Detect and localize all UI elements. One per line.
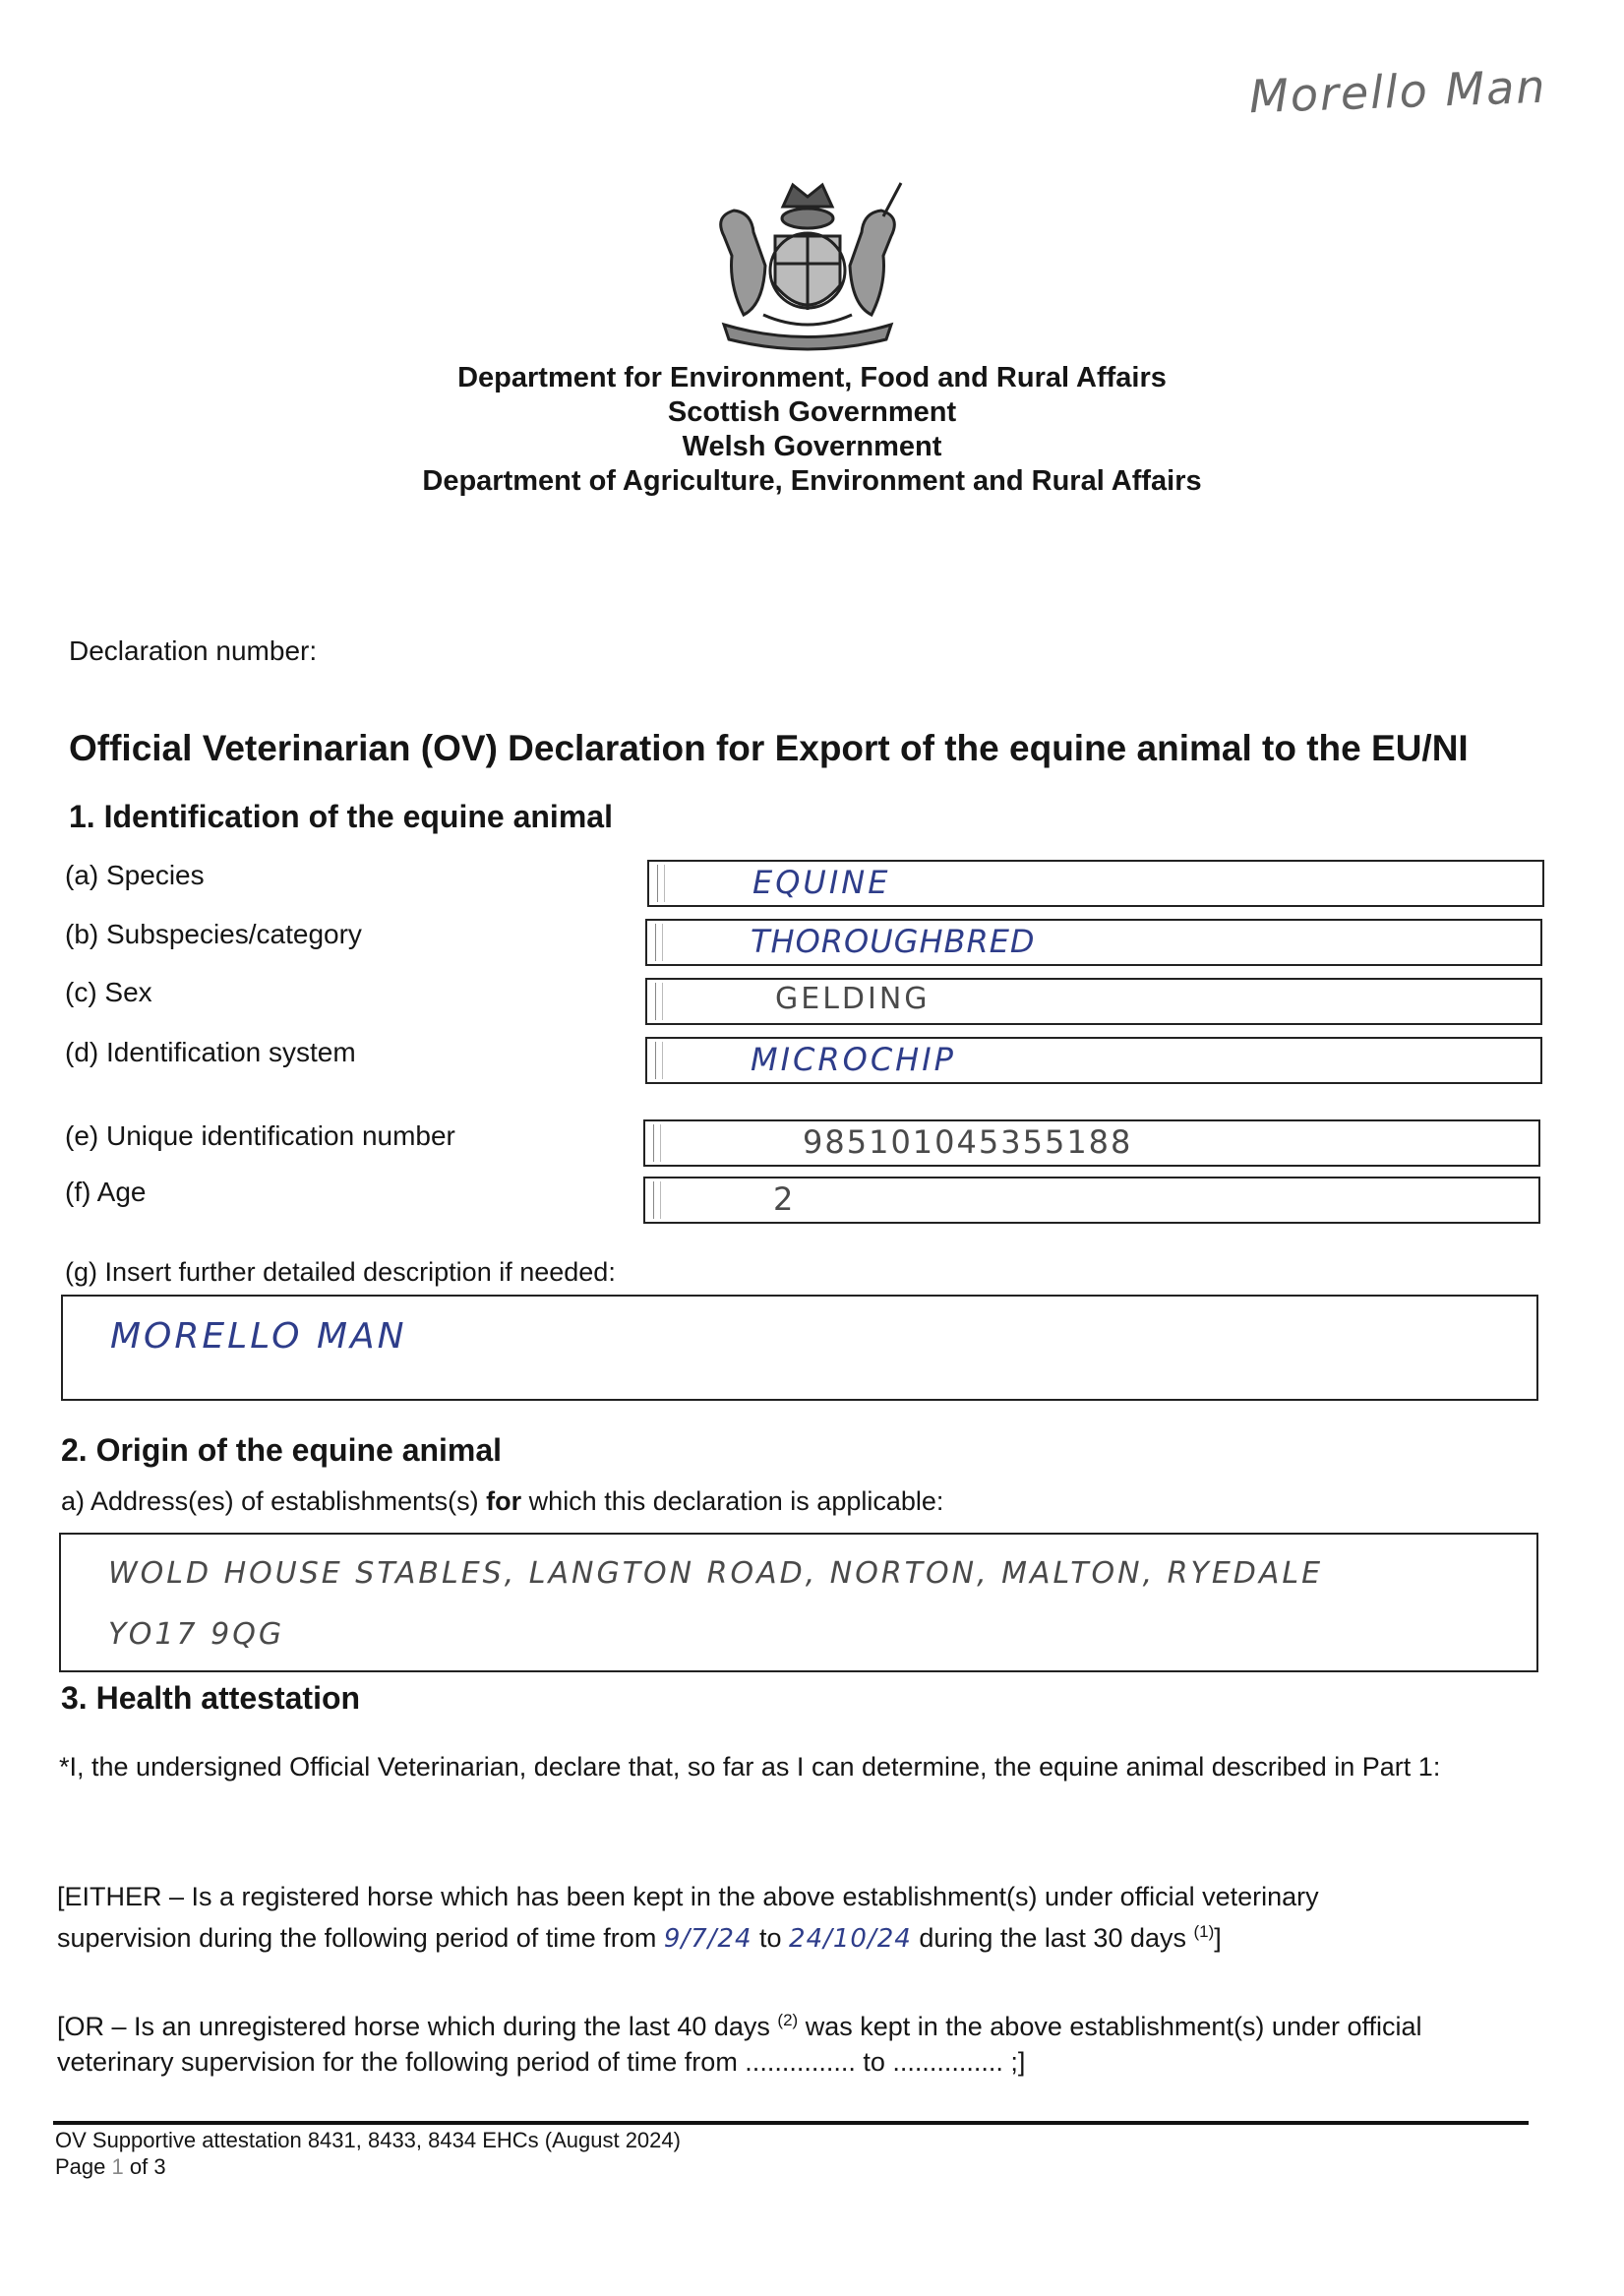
subspecies-value: THOROUGHBRED	[751, 923, 1036, 960]
species-value: EQUINE	[752, 864, 891, 901]
age-label: (f) Age	[65, 1177, 147, 1207]
age-value: 2	[773, 1180, 797, 1218]
identification-system-label: (d) Identification system	[65, 1037, 356, 1067]
address-line-1: WOLD HOUSE STABLES, LANGTON ROAD, NORTON, MALTON, RYEDALE	[108, 1556, 1324, 1591]
document-title: Official Veterinarian (OV) Declaration for Export of the equine animal to the EU/NI	[69, 728, 1469, 768]
corner-handwritten-note: Morello Man	[1248, 59, 1548, 124]
sex-label: (c) Sex	[65, 977, 152, 1007]
species-field[interactable]	[647, 860, 1544, 907]
unique-id-value: 985101045355188	[803, 1123, 1133, 1161]
section2-heading: 2. Origin of the equine animal	[61, 1432, 503, 1468]
further-description-label: (g) Insert further detailed description if needed:	[65, 1257, 616, 1287]
either-clause: [EITHER – Is a registered horse which has been kept in the above establishment(s) under official veterinary supervision during the following period of time from 9/7/24 to 24/10/24 during the last 30 days $^{(1)}$]	[57, 1882, 1319, 1954]
subspecies-label: (b) Subspecies/category	[65, 919, 362, 949]
department-line-scottish-government: Scottish Government	[667, 396, 957, 428]
either-from-date: 9/7/24	[663, 1924, 752, 1954]
unique-id-field[interactable]	[643, 1119, 1540, 1167]
declaration-number-label: Declaration number:	[69, 635, 318, 666]
further-description-value: MORELLO MAN	[110, 1316, 407, 1357]
department-line-welsh-government: Welsh Government	[682, 431, 942, 462]
department-line-daera: Department of Agriculture, Environment and Rural Affairs	[422, 465, 1202, 497]
footer-page-number: Page 1 of 3	[55, 2154, 166, 2179]
section2-subheading: a) Address(es) of establishments(s) for which this declaration is applicable:	[61, 1486, 944, 1516]
sex-field[interactable]	[645, 978, 1542, 1025]
identification-system-value: MICROCHIP	[751, 1041, 956, 1078]
health-attestation-intro: *I, the undersigned Official Veterinarian, declare that, so far as I can determine, the equine animal described in Part 1:	[59, 1752, 1441, 1782]
age-field[interactable]	[643, 1177, 1540, 1224]
sex-value: GELDING	[775, 982, 931, 1016]
address-line-2: YO17 9QG	[108, 1617, 285, 1652]
royal-coat-of-arms-logo	[704, 177, 911, 352]
further-description-field[interactable]	[61, 1295, 1538, 1401]
unique-id-label: (e) Unique identification number	[65, 1120, 455, 1151]
section1-heading: 1. Identification of the equine animal	[69, 799, 613, 834]
address-field[interactable]	[59, 1533, 1538, 1672]
species-label: (a) Species	[65, 860, 205, 890]
or-clause: [OR – Is an unregistered horse which during the last 40 days $^{(2)}$ was kept in the above establishment(s) under official veterinary supervision for the following period of time from ............... to ............... ;]	[57, 2011, 1422, 2077]
subspecies-field[interactable]	[645, 919, 1542, 966]
section3-heading: 3. Health attestation	[61, 1680, 361, 1716]
footer-rule	[53, 2121, 1529, 2125]
footer-attestation-reference: OV Supportive attestation 8431, 8433, 8434 EHCs (August 2024)	[55, 2128, 681, 2152]
identification-system-field[interactable]	[645, 1037, 1542, 1084]
either-to-date: 24/10/24	[789, 1924, 912, 1954]
department-line-defra: Department for Environment, Food and Rural Affairs	[457, 362, 1167, 393]
